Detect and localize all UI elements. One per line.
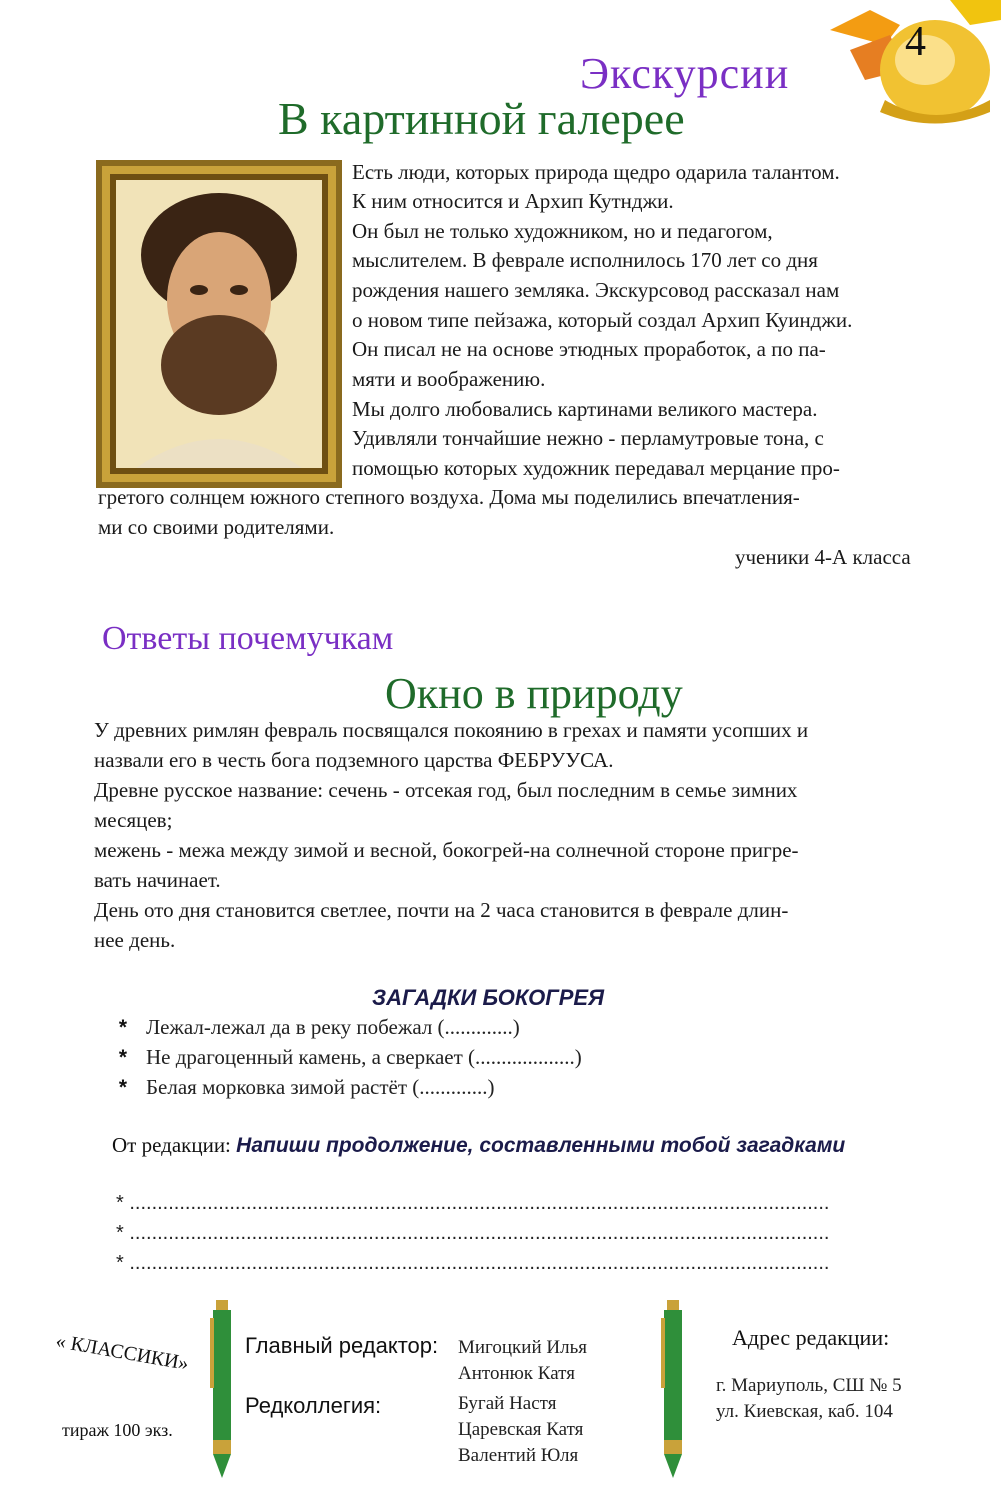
article-text-line: о новом типе пейзажа, который создал Архип Куинджи. [352,308,853,332]
address-line: ул. Киевская, каб. 104 [716,1401,893,1422]
portrait-image [96,160,342,488]
board-label: Редколлегия: [245,1393,382,1418]
riddle-text: Белая морковка зимой растёт (.............) [146,1075,495,1099]
board-member-name: Бугай Настя [458,1393,557,1414]
section-kicker-excursions: Экскурсии [580,49,790,98]
editorial-task: Напиши продолжение, составленными тобой загадками [236,1134,846,1157]
riddle-item [118,1075,495,1100]
newspaper-name: « КЛАССИКИ» [54,1330,191,1375]
board-member-name: Валентий Юля [458,1445,579,1466]
blank-answer-line: * .............................................................................................................................. [116,1192,830,1214]
section-kicker-answers: Ответы почемучкам [102,620,394,657]
chief-editor-name: Мигоцкий Илья [458,1337,587,1358]
article-text-line: Удивляли тончайшие нежно - перламутровые тона, с [352,426,824,450]
address-label: Адрес редакции: [732,1325,890,1350]
article-text-line: Древне русское название: сечень - отсекая год, был последним в семье зимних [94,778,798,802]
article-text-line: К ним относится и Архип Кутнджи. [352,189,674,213]
riddle-text: Не драгоценный камень, а сверкает (...................) [146,1045,582,1069]
blank-answer-line: * .............................................................................................................................. [116,1222,830,1244]
article-signature: ученики 4-А класса [735,545,911,569]
pen-icon [658,1300,688,1478]
article-title-gallery: В картинной галерее [278,93,685,144]
article-text-line: У древних римлян февраль посвящался покоянию в грехах и памяти усопших и [94,718,809,742]
riddle-item [118,1015,520,1040]
article-text-line: гретого солнцем южного степного воздуха. Дома мы поделились впечатления- [98,485,800,509]
article-text-line: Он был не только художником, но и педагогом, [352,219,773,243]
editorial-prefix: От редакции: [112,1133,237,1157]
blank-answer-line: * .............................................................................................................................. [116,1252,830,1274]
address-line: г. Мариуполь, СШ № 5 [716,1375,902,1396]
circulation-text: тираж 100 экз. [62,1420,173,1440]
article-text-line: помощью которых художник передавал мерцание про- [352,456,840,480]
article-text-line: вать начинает. [94,868,221,892]
editorial-note [112,1133,845,1158]
pen-icon [207,1300,237,1478]
bullet-star: * [118,1046,127,1069]
article-text-line: Мы долго любовались картинами великого мастера. [352,397,818,421]
article-text-line: мыслителем. В феврале исполнилось 170 лет со дня [352,248,818,272]
riddles-heading: ЗАГАДКИ БОКОГРЕЯ [372,985,605,1010]
article-text-line: назвали его в честь бога подземного царства ФЕБРУУСА. [94,748,614,772]
bullet-star: * [118,1016,127,1039]
riddle-text: Лежал-лежал да в реку побежал (.............) [146,1015,520,1039]
bullet-star: * [118,1076,127,1099]
article-text-line: ми со своими родителями. [98,515,335,539]
page-number: 4 [905,19,926,65]
article-text-line: Он писал не на основе этюдных проработок, а по па- [352,337,826,361]
article-text-line: рождения нашего земляка. Экскурсовод рассказал нам [352,278,840,302]
chief-editor-label: Главный редактор: [245,1333,439,1358]
board-member-name: Царевская Катя [458,1419,584,1440]
article-text-line: Есть люди, которых природа щедро одарила талантом. [352,160,840,184]
article-text-line: День ото дня становится светлее, почти на 2 часа становится в феврале длин- [94,898,789,922]
article-text-line: межень - межа между зимой и весной, бокогрей-на солнечной стороне пригре- [94,838,799,862]
chief-editor-name: Антонюк Катя [458,1363,575,1384]
article-text-line: мяти и воображению. [352,367,546,391]
article-text-line: месяцев; [94,808,173,832]
article-text-line: нее день. [94,928,176,952]
riddle-item [118,1045,582,1070]
article-title-nature: Окно в природу [385,669,683,718]
